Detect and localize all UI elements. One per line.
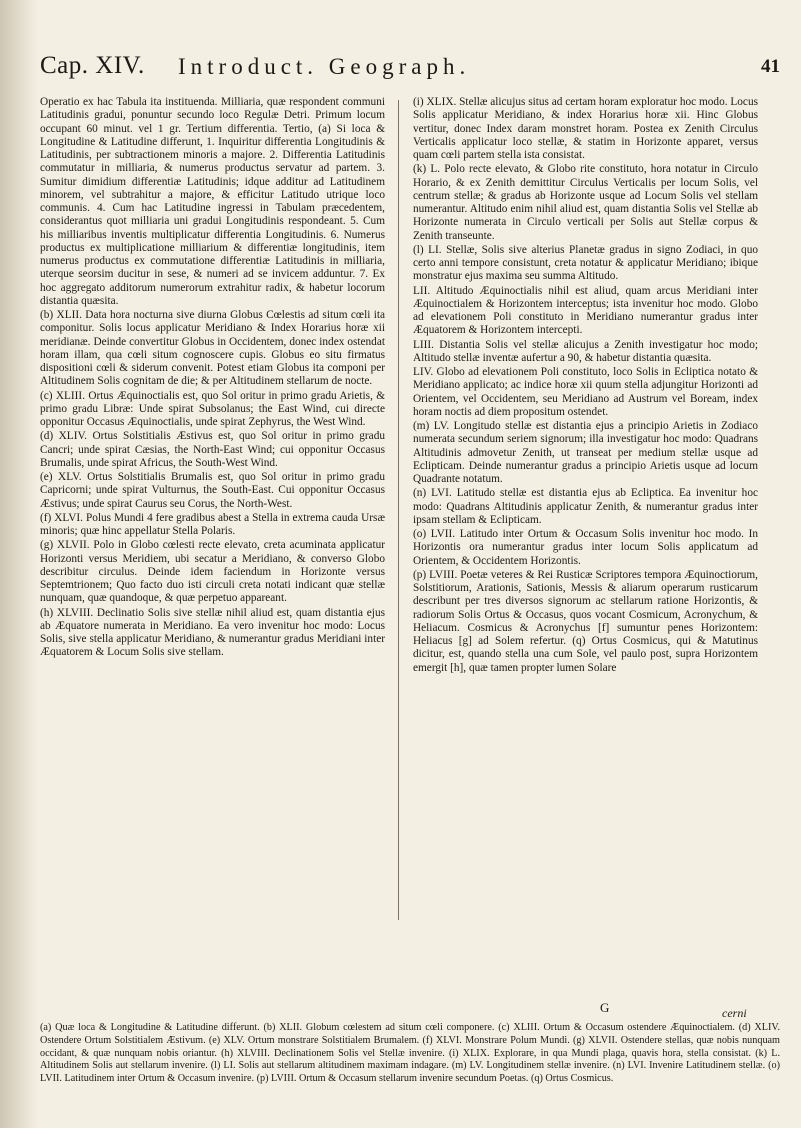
paragraph: (e) XLV. Ortus Solstitialis Brumalis est, quo Sol oritur in primo gradu Capricorni; unde spirat Vulturnus, the South-East. Cui opponitur Occasus Æstivus; unde spirat Caurus seu Corus, the North-West. — [40, 471, 385, 510]
paragraph: LIV. Globo ad elevationem Poli constituto, loco Solis in Ecliptica notato & Meridiano applicato; ac indice horæ xii quum stella adjungitur Horizonti ad Orientem, vel Occidentem, seu Meridiano ad Austrum vel Boream, index horam noctis ad diem propositum ostendet. — [413, 366, 758, 418]
footnotes: (a) Quæ loca & Longitudine & Latitudine differunt. (b) XLII. Globum cœlestem ad situm cœli componere. (c) XLIII. Ortum & Occasum ostendere Æquinoctialem. (d) XLIV. Ostendere Ortum Solstitialem Æstivum. (e) XLV. Ortum monstrare Solstitialem Brumalem. (f) XLVI. Monstrare Polum Mundi. (g) XLVII. Ostendere stellas, quæ nobis nunquam occidant, & quæ nunquam nobis oriantur. (h) XLVIII. Declinationem Solis vel Stellæ invenire. (i) XLIX. Explorare, in qua Mundi plaga, quavis hora, stella consistat. (k) L. Altitudinem Solis aut stellarum invenire. (l) LI. Solis aut stellarum altitudinem maximam indagare. (m) LV. Longitudinem stellæ invenire. (n) LVI. Invenire Latitudinem stellæ. (o) LVII. Latitudinem inter Ortum & Occasum invenire. (p) LVIII. Ortum & Occasum stellarum invenire secundum Poetas. (q) Ortus Cosmicus. — [40, 1022, 780, 1085]
left-column — [40, 96, 385, 928]
paragraph: (c) XLIII. Ortus Æquinoctialis est, quo Sol oritur in primo gradu Arietis, & primo gradu Libræ: Unde spirat Subsolanus; the East Wind, cui directe opponitur Occasus Æquinoctialis, unde spirat Zephyrus, the West Wind. — [40, 389, 385, 428]
paragraph: (k) L. Polo recte elevato, & Globo rite constituto, hora notatur in Circulo Horario, & ex Zenith demittitur Circulus Verticalis per locum Solis, vel centrum stellæ; & gradus ab Horizonte usque ad Locum Solis vel stellam numerantur. Altitudo enim nihil aliud est, quam distantia Solis vel Stellæ ab Horizonte numerata in Circulo verticali per Solis aut Stellæ corpus & Zenith transeunte. — [413, 163, 758, 242]
page-gutter-shadow — [0, 0, 38, 1128]
paragraph: (i) XLIX. Stellæ alicujus situs ad certam horam exploratur hoc modo. Locus Solis applicatur Meridiano, & index Horarius horæ xii. Hinc Globus vertitur, donec Index daram monstret horam. Postea ex Zenith Circulus Verticalis applicatur loco stellæ, & statim in Horizonte apparet, versus quam cœli partem stella ista consistat. — [413, 96, 758, 161]
running-header — [40, 52, 780, 92]
running-title: Introduct. Geograph. — [178, 54, 471, 79]
column-divider — [398, 100, 399, 920]
paragraph: (h) XLVIII. Declinatio Solis sive stellæ nihil aliud est, quam distantia ejus ab Æquatore numerata in Meridiano. Ea vero invenitur hoc modo: Locus Solis, sive stella applicatur Meridiano, & numerantur gradus Meridiani inter Æquatorem & Locum Solis sive stellam. — [40, 606, 385, 659]
paragraph: Operatio ex hac Tabula ita instituenda. Milliaria, quæ respondent communi Latitudinis gradui, ponuntur secundo loco Regulæ Detri. Primum locum occupant 60 minut. vel 1 gr. Tertium differentia. Tertio, (a) Si loca & Longitudine & Latitudine differunt, 1. Inquiritur differentia Longitudinis & Latitudinis, per subtractionem minoris a majore. 2. Differentia Latitudinis commutatur in milliaria, & numerus productus servatur ad partem. 3. Sumitur dimidium differentiæ Latitudinis; idque additur ad Latitudinem minorem, vel subtrahitur a majore, & efficitur Latitudo utrique loco communis. 4. Cum hac Latitudine ingressi in Tabulam præcedentem, considerantus quot milliaria uni gradui Longitudinis respondeant. 5. Cum his milliaribus inventis multiplicatur differentia Longitudinis. 6. Numerus productus ex multiplicatione milliarium & differentiæ longitudinis, item numerus productus ex commutatione differentiæ Latitudinis in milliaria, uterque seorsim ducitur in sese, & numeri ad se invicem adduntur. 7. Ex hoc aggregato additorum numerorum extrahitur radix, & habetur locorum distantia quæsita. — [40, 96, 385, 307]
signature-mark: G — [600, 1000, 610, 1015]
paragraph: (d) XLIV. Ortus Solstitialis Æstivus est, quo Sol oritur in primo gradu Cancri; unde spirat Cæsias, the North-East Wind; cui opponitur Occasus Brumalis, unde spirat Africus, the South-West Wind. — [40, 430, 385, 469]
catchword: cerni — [722, 1006, 747, 1020]
right-column — [413, 96, 758, 928]
paragraph: LII. Altitudo Æquinoctialis nihil est aliud, quam arcus Meridiani inter Æquinoctialem & Horizontem interceptus; ista invenitur hoc modo. Globo ad elevationem Poli constituto in Meridiano numerantur gradus inter Æquatorem & Horizontem intercepti. — [413, 284, 758, 337]
paragraph: (o) LVII. Latitudo inter Ortum & Occasum Solis invenitur hoc modo. In Horizontis ora numerantur gradus inter locum Solis applicatum ad Orientem, & Occidentem Horizontis. — [413, 528, 758, 567]
paragraph: (l) LI. Stellæ, Solis sive alterius Planetæ gradus in signo Zodiaci, in quo certo anni tempore consistunt, creta notatur & applicatur Meridiano; ibique monstratur ejus maxima seu summa Altitudo. — [413, 243, 758, 283]
page-number: 41 — [761, 56, 780, 77]
paragraph: (g) XLVII. Polo in Globo cœlesti recte elevato, creta acuminata applicatur Horizonti versus Meridiem, ubi secatur a Meridiano, & converso Globo describitur circulus. Deinde idem faciendum in Horizonte versus Septemtrionem; Quo facto duo isti circuli creta notati indicant quæ stellæ nunquam, quæ quandoque, & quæ perpetuo appareant. — [40, 539, 385, 605]
paragraph: (n) LVI. Latitudo stellæ est distantia ejus ab Ecliptica. Ea invenitur hoc modo: Quadrans Altitudinis applicatur Zenith, & numerantur gradus inter ipsam stellam & Eclipticam. — [413, 487, 758, 526]
paragraph: (f) XLVI. Polus Mundi 4 fere gradibus abest a Stella in extrema cauda Ursæ minoris; quæ hinc appellatur Stella Polaris. — [40, 511, 385, 537]
paragraph: (m) LV. Longitudo stellæ est distantia ejus a principio Arietis in Zodiaco numerata secundum seriem signorum; illa investigatur hoc modo: Quadrans Altitudinis admovetur Zenith, ut transeat per medium stellæ usque ad Eclipticam. Deinde numerantur gradus a principio Arietis usque ad locum Quadrante notatum. — [413, 420, 758, 485]
paragraph: LIII. Distantia Solis vel stellæ alicujus a Zenith investigatur hoc modo; Altitudo stellæ inventæ aufertur a 90, & habetur distantia quæsita. — [413, 338, 758, 364]
paragraph: (b) XLII. Data hora nocturna sive diurna Globus Cœlestis ad situm cœli ita componitur. Solis locus applicatur Meridiano & Index Horarius horæ xii meridianæ. Deinde convertitur Globus in Occidentem, donec index ostendat horam illam, qua cœli situm cognoscere cupis. Globus eo situ firmatus dispositioni cœli & siderum convenit. Potest etiam Globus ita componi per Altitudinem Solis cognitam de die; & per Altitudinem stellarum de nocte. — [40, 309, 385, 388]
chapter-label: Cap. XIV. — [40, 52, 145, 79]
paragraph: (p) LVIII. Poetæ veteres & Rei Rusticæ Scriptores tempora Æquinoctiorum, Solstitiorum, Arationis, Sationis, Messis & aliarum operarum rusticarum describunt per tres diversos signorum ac stellarum ratione Horizontis, & radiorum Solis Ortus & Occasus, quos vocant Cosmicum, Acronychum, & Heliacum. Cosmicus & Acronychus [f] sumuntur penes Horizontem: Heliacus [g] ad Solem refertur. (q) Ortus Cosmicus, qui & Matutinus dicitur, est, quando stella una cum Sole, vel paulo post, supra Horizontem emergit [h], quæ tamen propter lumen Solare — [413, 568, 758, 674]
